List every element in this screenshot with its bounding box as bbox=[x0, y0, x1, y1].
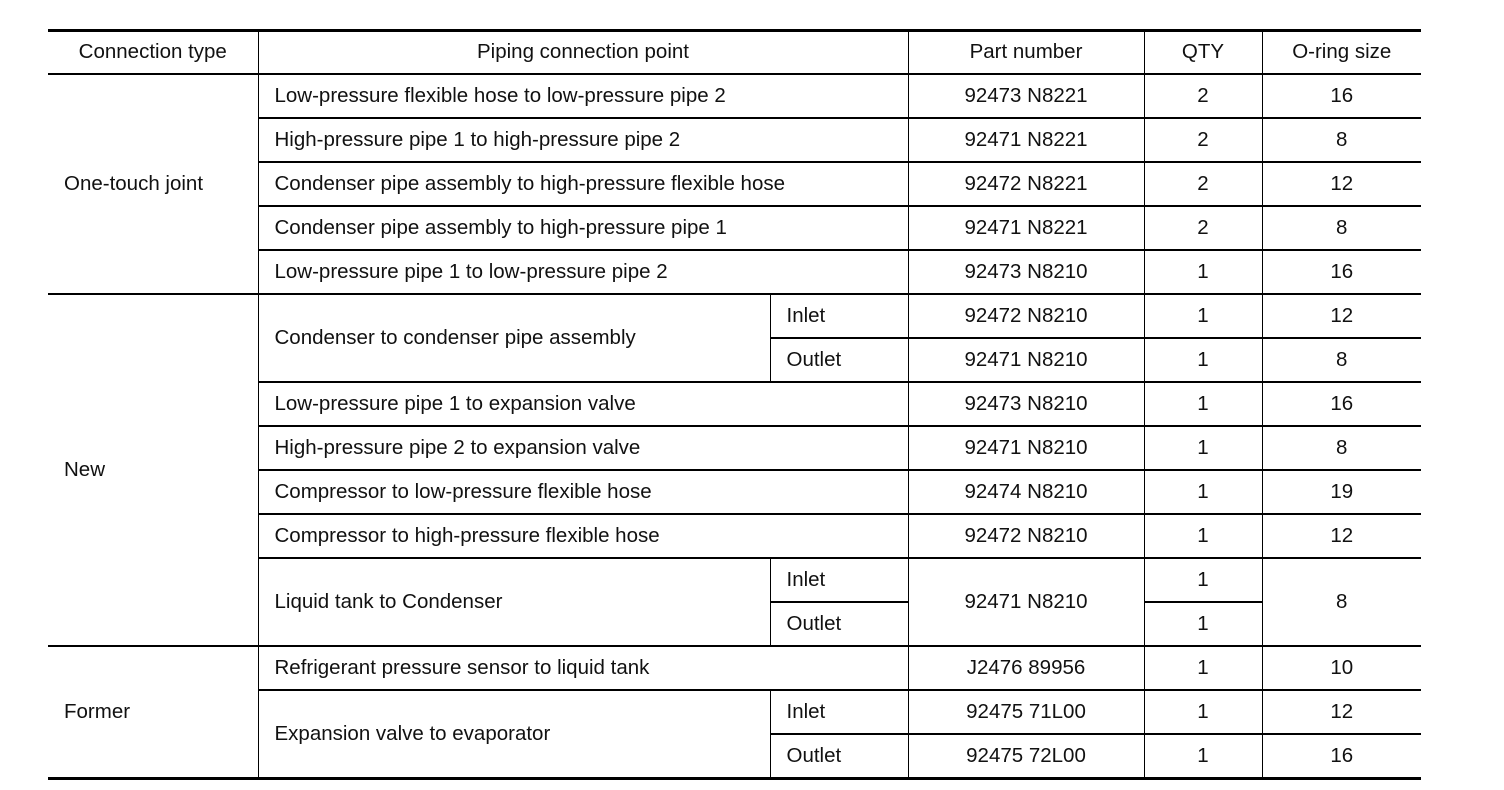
o-ring-size-cell: 16 bbox=[1262, 382, 1421, 426]
qty-cell: 1 bbox=[1144, 558, 1262, 602]
header-piping-connection-point: Piping connection point bbox=[258, 31, 908, 75]
part-number-cell: 92473 N8210 bbox=[908, 250, 1144, 294]
inlet-outlet-cell: Outlet bbox=[770, 734, 908, 779]
header-qty: QTY bbox=[1144, 31, 1262, 75]
group-new bbox=[48, 294, 1421, 646]
qty-cell: 1 bbox=[1144, 470, 1262, 514]
part-number-cell: 92474 N8210 bbox=[908, 470, 1144, 514]
o-ring-size-cell: 12 bbox=[1262, 294, 1421, 338]
o-ring-size-cell: 16 bbox=[1262, 734, 1421, 779]
inlet-outlet-cell: Outlet bbox=[770, 602, 908, 646]
o-ring-size-cell: 12 bbox=[1262, 514, 1421, 558]
qty-cell: 1 bbox=[1144, 294, 1262, 338]
header-row bbox=[48, 31, 1421, 75]
o-ring-size-cell: 10 bbox=[1262, 646, 1421, 690]
o-ring-size-cell: 8 bbox=[1262, 206, 1421, 250]
table-row bbox=[48, 294, 1421, 338]
part-number-cell: 92475 72L00 bbox=[908, 734, 1144, 779]
o-ring-size-cell: 12 bbox=[1262, 162, 1421, 206]
part-number-cell: 92473 N8210 bbox=[908, 382, 1144, 426]
connection-point-cell: High-pressure pipe 1 to high-pressure pipe 2 bbox=[258, 118, 908, 162]
part-number-cell: 92471 N8221 bbox=[908, 206, 1144, 250]
o-ring-size-cell: 16 bbox=[1262, 74, 1421, 118]
header-connection-type: Connection type bbox=[48, 31, 258, 75]
connection-point-cell: Condenser to condenser pipe assembly bbox=[258, 294, 770, 382]
qty-cell: 2 bbox=[1144, 74, 1262, 118]
qty-cell: 1 bbox=[1144, 602, 1262, 646]
part-number-cell: 92471 N8221 bbox=[908, 118, 1144, 162]
part-number-cell: J2476 89956 bbox=[908, 646, 1144, 690]
qty-cell: 1 bbox=[1144, 514, 1262, 558]
qty-cell: 2 bbox=[1144, 118, 1262, 162]
connection-point-cell: Refrigerant pressure sensor to liquid tank bbox=[258, 646, 908, 690]
o-ring-parts-table bbox=[48, 29, 1421, 780]
o-ring-size-cell: 12 bbox=[1262, 690, 1421, 734]
o-ring-size-cell: 8 bbox=[1262, 118, 1421, 162]
group-former bbox=[48, 646, 1421, 779]
o-ring-size-cell: 19 bbox=[1262, 470, 1421, 514]
part-number-cell: 92471 N8210 bbox=[908, 338, 1144, 382]
o-ring-size-cell: 8 bbox=[1262, 426, 1421, 470]
qty-cell: 1 bbox=[1144, 690, 1262, 734]
connection-point-cell: High-pressure pipe 2 to expansion valve bbox=[258, 426, 908, 470]
table-row bbox=[48, 646, 1421, 690]
o-ring-size-cell: 8 bbox=[1262, 558, 1421, 646]
connection-point-cell: Compressor to low-pressure flexible hose bbox=[258, 470, 908, 514]
qty-cell: 1 bbox=[1144, 338, 1262, 382]
connection-point-cell: Liquid tank to Condenser bbox=[258, 558, 770, 646]
part-number-cell: 92471 N8210 bbox=[908, 426, 1144, 470]
connection-point-cell: Expansion valve to evaporator bbox=[258, 690, 770, 779]
header-part-number: Part number bbox=[908, 31, 1144, 75]
qty-cell: 1 bbox=[1144, 426, 1262, 470]
qty-cell: 2 bbox=[1144, 206, 1262, 250]
connection-point-cell: Low-pressure pipe 1 to expansion valve bbox=[258, 382, 908, 426]
inlet-outlet-cell: Inlet bbox=[770, 690, 908, 734]
part-number-cell: 92473 N8221 bbox=[908, 74, 1144, 118]
part-number-cell: 92472 N8221 bbox=[908, 162, 1144, 206]
part-number-cell: 92471 N8210 bbox=[908, 558, 1144, 646]
header-o-ring-size: O-ring size bbox=[1262, 31, 1421, 75]
qty-cell: 1 bbox=[1144, 382, 1262, 426]
connection-point-cell: Compressor to high-pressure flexible hose bbox=[258, 514, 908, 558]
o-ring-size-cell: 8 bbox=[1262, 338, 1421, 382]
group-one-touch-joint bbox=[48, 74, 1421, 294]
connection-point-cell: Condenser pipe assembly to high-pressure flexible hose bbox=[258, 162, 908, 206]
connection-point-cell: Low-pressure pipe 1 to low-pressure pipe 2 bbox=[258, 250, 908, 294]
qty-cell: 1 bbox=[1144, 250, 1262, 294]
qty-cell: 1 bbox=[1144, 646, 1262, 690]
qty-cell: 1 bbox=[1144, 734, 1262, 779]
table-row bbox=[48, 74, 1421, 118]
inlet-outlet-cell: Outlet bbox=[770, 338, 908, 382]
part-number-cell: 92472 N8210 bbox=[908, 294, 1144, 338]
inlet-outlet-cell: Inlet bbox=[770, 558, 908, 602]
o-ring-size-cell: 16 bbox=[1262, 250, 1421, 294]
inlet-outlet-cell: Inlet bbox=[770, 294, 908, 338]
connection-type-cell: One-touch joint bbox=[48, 74, 258, 294]
part-number-cell: 92475 71L00 bbox=[908, 690, 1144, 734]
connection-type-cell: New bbox=[48, 294, 258, 646]
connection-type-cell: Former bbox=[48, 646, 258, 779]
connection-point-cell: Low-pressure flexible hose to low-pressure pipe 2 bbox=[258, 74, 908, 118]
connection-point-cell: Condenser pipe assembly to high-pressure pipe 1 bbox=[258, 206, 908, 250]
part-number-cell: 92472 N8210 bbox=[908, 514, 1144, 558]
qty-cell: 2 bbox=[1144, 162, 1262, 206]
